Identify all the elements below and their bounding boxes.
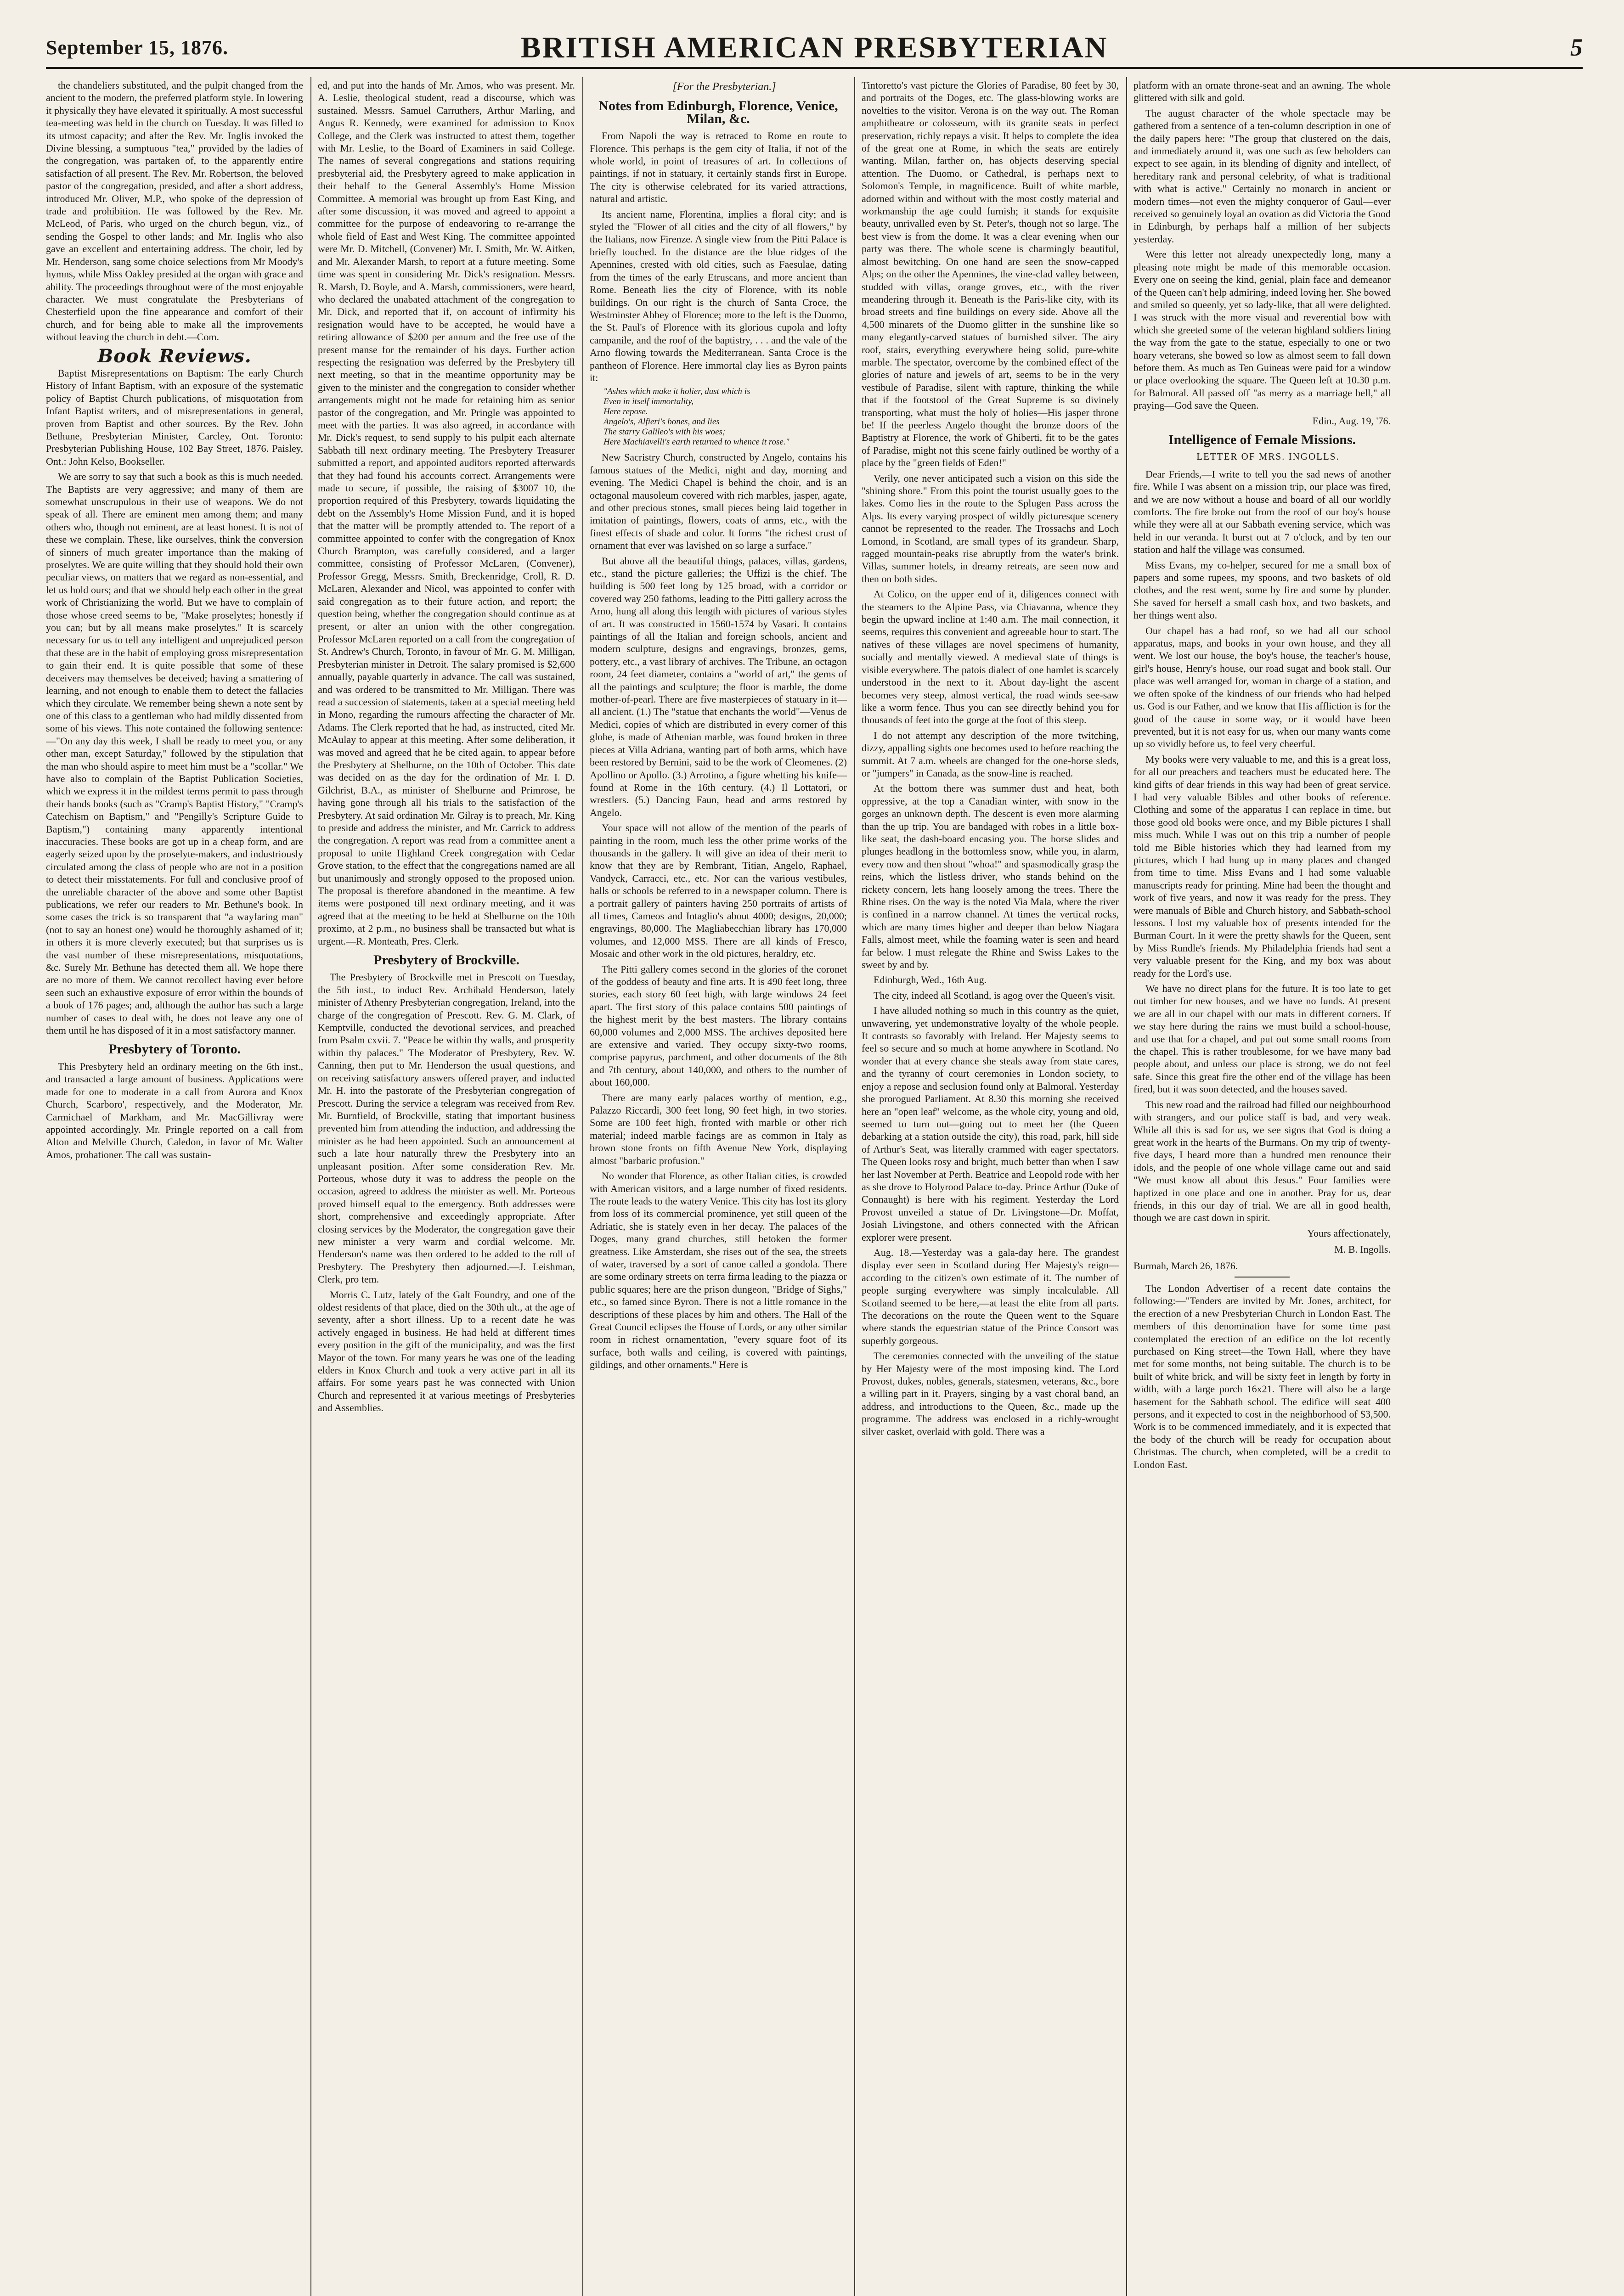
paragraph: Baptist Misrepresentations on Baptism: The early Church History of Infant Baptism, with an exposure of the systematic policy of Baptist Church publications, of misquotation from Infant Baptist writers, and of misrepresentations in general, proven from Baptist and other sources. By the Rev. John Bethune, Presbyterian Minister, Carcley, Ont. Toronto: Presbyterian Publishing House, 102 Bay Street, 1876. Paisley, Ont.: John Kelso, Bookseller. [46,367,303,467]
column-4 [862,79,1119,2296]
column-1 [46,79,303,2296]
paragraph: This new road and the railroad had filled our neighbourhood with strangers, and our police staff is bad, and very weak. While all this is sad for us, we see signs that God is doing a great work in the hearts of the Burmans. On my trip of twenty-five days, I heard more than a hundred men renounce their idols, and the people of one whole village came out and said "We must know all about this Jesus." Four families were baptized in one place and one in another. Pray for us, dear friends, in this our day of trial. We are all in good health, though we are cast down in spirit. [1133,1098,1391,1224]
paragraph: Aug. 18.—Yesterday was a gala-day here. The grandest display ever seen in Scotland during Her Majesty's reign—according to the citizen's own estimate of it. The number of people surging everywhere was simply incalculable. All Scotland seemed to be here,—at least the elite from all parts. The decorations on the route the Queen went to the Square where stands the equestrian statue of the Prince Consort was superbly gorgeous. [862,1246,1119,1346]
paragraph: I do not attempt any description of the more twitching, dizzy, appalling sights one becomes used to before reaching the summit. At 7 a.m. wheels are changed for the one-horse sleds, or "jumpers" in Canada, as the snow-line is reached. [862,729,1119,779]
paragraph: Your space will not allow of the mention of the pearls of painting in the room, much less the other prime works of the thousands in the gallery. It will give an idea of their merit to know that they are by Rembrant, Titian, Angelo, Raphael, Vandyck, Carracci, etc., etc. Nor can the various vestibules, halls or schools be referred to in a newspaper column. There is a portrait gallery of painters having 250 portraits of artists of all times, Cameos and Intaglio's about 4000; designs, 20,000; engravings, 80,000. The Magliabecchian library has 170,000 volumes, and 12,000 MSS. There are all kinds of Fresco, Mosaic and other work in the old pictures, heraldry, etc. [590,822,847,960]
verse-quote: "Ashes which make it holier, dust which is Even in itself immortality, Here repose. Angelo's, Alfieri's bones, and lies The starry Galileo's with his woes; Here Machiavelli's earth returned to whence it rose." [603,387,789,447]
column-5 [1133,79,1391,2296]
paragraph: The Presbytery of Brockville met in Prescott on Tuesday, the 5th inst., to induct Rev. Archibald Henderson, lately minister of Athenry Presbyterian congregation, Ireland, into the charge of the congregation of Prescott. Rev. G. M. Clark, of Kemptville, conducted the devotional services, and preached from Psalm cxvii. 7. "Peace be within thy walls, and prosperity within thy palaces." The Moderator of Presbytery, Rev. W. Canning, then put to Mr. Henderson the usual questions, and on receiving satisfactory answers offered prayer, and inducted Mr. H. into the pastorate of the Presbyterian congregation of Prescott. During the service a telegram was received from Rev. Mr. Burnfield, of Brockville, stating that important business prevented him from attending the induction, and addressing the minister as he had been appointed. Such an announcement at such a late hour naturally threw the Presbytery into an unpleasant position. After some consideration Rev. Mr. Porteous, whose duty it was to address the people on the occasion, agreed to address the minister as well. Mr. Porteous proved himself equal to the emergency. Both addresses were short, comprehensive and exceedingly appropriate. After closing services by the Moderator, the congregation gave their new minister a very warm and cordial welcome. Mr. Henderson's name was then ordered to be added to the roll of Presbytery. The Presbytery then adjourned.—J. Leishman, Clerk, pro tem. [318,971,575,1285]
paragraph: The Pitti gallery comes second in the glories of the coronet of the goddess of beauty and fine arts. It is 490 feet long, three stories, each story 60 feet high, with large windows 24 feet apart. The first story of this palace contains 500 paintings of the highest merit by the best masters. The library contains 60,000 volumes and 2,000 MSS. The archives deposited here are extensive and varied. They occupy sixty-two rooms, comprise papyrus, parchment, and other documents of the 8th and 7th century, about 140,000, and others to the number of about 160,000. [590,963,847,1088]
column-divider [854,77,855,2296]
paragraph: The city, indeed all Scotland, is agog over the Queen's visit. [874,989,1116,1001]
article-heading: Presbytery of Toronto. [108,1041,241,1057]
column-divider [1126,77,1127,2296]
paragraph: the chandeliers substituted, and the pulpit changed from the ancient to the modern, the preferred platform style. In lowering it physically they have elevated it spiritually. A most successful tea-meeting was held in the church on Tuesday. It was filled to its utmost capacity; and after the Rev. Mr. Inglis invoked the Divine blessing, a sumptuous "tea," provided by the ladies of the congregation, was partaken of, to the apparently entire satisfaction of all present. The Rev. Mr. Robertson, the beloved pastor of the congregation, presided, and after a short address, introduced Mr. Oliver, M.P., who spoke of the depression of trade and prohibition. He was followed by the Rev. Mr. McLeod, of Paris, who urged on the church begun, viz., of sending the Gospel to other lands; and Mr. Inglis who also gave an excellent and entertaining address. The choir, led by Mr. Henderson, sang some choice selections from Mr Moody's hymns, while Miss Oakley presided at the organ with grace and ability. The proceedings throughout were of the most enjoyable character. We must congratulate the Presbyterians of Chesterfield upon the fine appearance and comfort of their church, and for being able to make all the improvements without leaving the church in debt.—Com. [46,79,303,343]
paragraph: But above all the beautiful things, palaces, villas, gardens, etc., stand the picture galleries; the Uffizi is the chief. The building is 500 feet long by 125 broad, with a corridor or covered way 250 fathoms, leading to the Pitti gallery across the Arno, hung all along this length with pictures of various styles of art. It was constructed in 1560-1574 by Vasari. It contains paintings of all the Italian and foreign schools, ancient and modern sculpture, designs and engravings, bronzes, gems, pottery, etc., a vast library of archives. The Tribune, an octagon room, 24 feet diameter, contains a "world of art," the gems of all the paintings and sculpture; the floor is marble, the dome mother-of-pearl. There are five masterpieces of statuary in it—all ancient. (1.) The "statue that enchants the world"—Venus de Medici, copies of which are distributed in every corner of this globe, is made of Athenian marble, was found broken in three pieces at Villa Adriana, wanting part of both arms, which have been restored by Bernini, said to be the work of Cleomenes. (2) Apollino or Apollo. (3.) Arrotino, a figure whetting his knife—found at Rome in the 16th century. (4.) Il Lottatori, or wrestlers. (5.) Dancing Faun, head and arms restored by Angelo. [590,555,847,818]
paragraph: This Presbytery held an ordinary meeting on the 6th inst., and transacted a large amount of business. Applications were made for one to moderate in a call from Aurora and Knox Church, Scarboro', respectively, and the Moderator, Mr. Carmichael of Markham, and Mr. MacGillivray were appointed accordingly. Mr. Pringle reported on a call from Alton and Melville Church, Caledon, in favor of Mr. Walter Amos, probationer. The call was sustain- [46,1060,303,1160]
paragraph: Our chapel has a bad roof, so we had all our school apparatus, maps, and books in your own house, and they all went. We lost our house, the boy's house, the teacher's house, girl's house, Henry's house, our road sugat and book stall. Our place was well arranged for, woman in charge of a station, and we often spoke of the kindness of our friends who had helped us. God is our Father, and we know that His affliction is for the good of the cause in some way, or it would have been prevented, but it is not easy for us, when our many wants come up so vividly before us, to feel very cheerful. [1133,625,1391,750]
article-heading: Notes from Edinburgh, Florence, Venice, Milan, &c. [598,98,838,126]
column-3 [590,79,847,2296]
paragraph: Tintoretto's vast picture the Glories of Paradise, 80 feet by 30, and portraits of the Doges, etc. The glass-blowing works are novelties to the visitor. Verona is on the way out. The Roman amphitheatre or colosseum, with its granite seats in perfect preservation, richly repays a visit. It helps to complete the idea of the great one at Rome, in which the seats are entirely wanting. Milan, farther on, has objects deserving special attention. The Duomo, or Cathedral, is perhaps next to Solomon's Temple, in magnificence. Built of white marble, adorned within and without with the most costly material and workmanship the age could furnish; it stands for exquisite beauty, unrivalled even by St. Peter's, though not so large. The best view is from the dome. It was a clear evening when our party was there. The whole scene is charmingly beautiful, almost bewitching. On one hand are seen the snow-capped Alps; on the other the Apennines, the vine-clad valley between, studded with villas, orange groves, etc., with the river meandering through it. Beneath is the Paris-like city, with its broad streets and fine buildings on every side. Above all the 4,500 minarets of the Duomo glitter in the sunshine like so many elegantly-carved statues of burnished silver. The airy roof, stairs, everything everywhere being solid, pure-white marble. The spectator, overcome by the combined effect of the glories of nature and jewels of art, seems to be in the very vestibule of Paradise, silent with rapture, thinking the while that if the footstool of the Great Supreme is so divinely transporting, what must the holy of holies—His jasper throne be! If the peerless Angelo thought the bronze doors of the Baptistry at Florence, the work of Ghiberti, fit to be the gates of Paradise, might not this scene fairly outlined be worthy of a place by the "green fields of Eden!" [862,79,1119,469]
paragraph: The august character of the whole spectacle may be gathered from a sentence of a ten-column description in one of the daily papers here: "The group that clustered on the dais, and immediately around it, was one such as few beholders can expect to see again, in its blending of dignity and intellect, of hereditary rank and personal celebrity, of what is traditional with what is active." Certainly no monarch in ancient or modern times—not even the mighty conqueror of Gaul—ever received so genuinely loyal an ovation as did Victoria the Good in Edinburgh, by perhaps half a million of her subjects yesterday. [1133,107,1391,245]
article-kicker: [For the Presbyterian.] [672,81,776,93]
paragraph: ed, and put into the hands of Mr. Amos, who was present. Mr. A. Leslie, theological student, read a discourse, which was sustained. Messrs. Samuel Carruthers, Arthur Marling, and Angus R. Kennedy, were examined for admission to Knox College, and the Clerk was instructed to attest them, together with Mr. Leslie, to the Board of Examiners in said College. The names of several congregations and stations requiring presbyterial aid, the Presbytery agreed to make application in their behalf to the General Assembly's Home Mission Committee. A memorial was brought up from East King, and after some discussion, it was moved and agreed to appoint a committee for the purpose of endeavoring to re-arrange the whole field of East and West King. The committee appointed were Mr. D. Mitchell, (Convener) Mr. I. Smith, Mr. W. Aitken, and Mr. Alexander Marsh, to report at a future meeting. Some time was spent in considering Mr. Dick's resignation. Messrs. R. Marsh, D. Boyle, and A. Marsh, commissioners, were heard, who declared the unabated attachment of the congregation to Mr. Dick, and reported that if, on account of infirmity his resignation would have to be accepted, he would have a retiring allowance of $200 per annum and the free use of the present manse for the remainder of his days. Further action respecting the resignation was deferred by the Presbytery till next meeting, so that in the meantime opportunity may be given to the minister and the congregation to consider whether arrangements might not be made for retaining him as senior pastor of the congregation, and Mr. Pringle was appointed to meet with the parties. It was also agreed, in accordance with Mr. Dick's request, to send supply to his pulpit each alternate Sabbath till next ordinary meeting. The Presbytery Treasurer submitted a report, and appointed auditors reported afterwards that they had found his accounts correct. Arrangements were made to secure, if possible, the raising of $3007 10, the proportion required of this Presbytery, towards liquidating the debt on the Assembly's Home Mission Fund, and it is hoped that the matter will be promptly attended to. The report of a committee appointed to confer with the congregation of Knox Church Brampton, was carefully considered, and a larger committee, consisting of Professor McLaren, (Convener), Professor Gregg, Messrs. Smith, Breckenridge, Croll, R. D. McLaren, Alexander and Nicol, was appointed to confer with said congregation as to their future action, and report; the question being, whether the congregation should continue as at present, or alter an union with the other congregation. Professor McLaren reported on a call from the congregation of St. Andrew's Church, Toronto, in favour of Mr. G. M. Milligan, Presbyterian minister in Detroit. The salary promised is $2,600 annually, payable quarterly in advance. The call was sustained, and was ordered to be transmitted to Mr. Milligan. There was read a succession of statements, taken at a special meeting held in Mono, regarding the rumours affecting the character of Mr. Adams. The Clerk reported that he had, as instructed, cited Mr. McAulay to appear at this meeting. After some deliberation, it was moved and agreed that he be cited again, to appear before the Presbytery at Shelburne, on the 10th of October. This date was decided on as the day for the ordination of Mr. I. D. Gilchrist, B.A., as minister of Shelburne and Primrose, he having gone through all his trials to the satisfaction of the Presbytery. At said ordination Mr. Gilray is to preach, Mr. King to preside and address the minister, and Mr. Carrick to address the congregation. A report was read from a committee anent a proposal to unite Highland Creek congregation with Cedar Grove station, to the effect that the congregations named are all but unanimously and strongly opposed to the proposed union. The proposal is therefore abandoned in the meantime. A few items were postponed till next ordinary meeting, and it was agreed that at the meeting to be held at Shelburne on the 10th proximo, at 2 p.m., no business shall be transacted but what is urgent.—R. Monteath, Pres. Clerk. [318,79,575,947]
paragraph: Miss Evans, my co-helper, secured for me a small box of papers and some rupees, my spoons, and two baskets of old clothes, and the rest went, some by fire and some by plunder. She saved for herself a small cash box, and two baskets, and her things went also. [1133,559,1391,621]
byline: LETTER OF MRS. INGOLLS. [1196,451,1340,462]
paragraph: Its ancient name, Florentina, implies a floral city; and is styled the "Flower of all cities and the city of all flowers," by the Italians, now Firenze. A single view from the Pitti Palace is briefly touched. In the distance are the blue ridges of the Apennines, crested with old cities, such as Faesulae, dating from the times of the early Etruscans, and more ancient than Rome. Beneath lies the city of Florence, with its noble buildings. On our right is the church of Santa Croce, the Westminster Abbey of Florence; more to the left is the Duomo, the St. Paul's of Florence with its glorious cupola and lofty campanile, and the roof of the baptistry, . . . and the vale of the Arno flowing towards the Mediterranean. Santa Croce is the pantheon of Florence. Here immortal clay lies as Byron paints it: [590,208,847,383]
newspaper-title: BRITISH AMERICAN PRESBYTERIAN [520,31,1108,64]
paragraph: Dear Friends,—I write to tell you the sad news of another fire. While I was absent on a mission trip, our place was fired, and we are now without a house and board of all our worldly comforts. The fire broke out from the roof of our boy's house while they were all at our Sabbath evening service, which was held in our veranda. It burst out at 7 o'clock, and by ten our station and half the village was consumed. [1133,468,1391,556]
masthead-rule [46,67,1583,69]
paragraph: At Colico, on the upper end of it, diligences connect with the steamers to the Alpine Pass, via Chiavanna, whence they begin the upward incline at 1:40 a.m. The mail connection, it seems, requires this convenient and agreeable hour to start. The natives of these villages are novel specimens of humanity, socially and mentally viewed. A medieval state of things is visible everywhere. The patois dialect of one hamlet is scarcely understood in the next to it. About day-light the ascent becomes very steep, almost vertical, the road winds see-saw like a worm fence. Thus you can see directly behind you for thousands of feet into the gorge at the foot of this steep. [862,588,1119,726]
paragraph: Edinburgh, Wed., 16th Aug. [874,974,987,986]
paragraph: From Napoli the way is retraced to Rome en route to Florence. This perhaps is the gem city of Italia, if not of the whole world, in point of treasures of art. In collections of paintings, if not in statuary, it certainly stands first in Europe. The city is otherwise celebrated for its varied attractions, natural and artistic. [590,130,847,205]
paragraph: There are many early palaces worthy of mention, e.g., Palazzo Riccardi, 300 feet long, 90 feet high, in two stories. Some are 100 feet high, fronted with marble or other rich material; indeed marble facings are as common in Italy as brown stone fronts on fifth Avenue New York, displaying almost "barbaric profusion." [590,1092,847,1166]
paragraph: Were this letter not already unexpectedly long, many a pleasing note might be made of this memorable occasion. Every one on seeing the kind, genial, plain face and demeanor of the Queen can't help admiring, indeed loving her. She bowed and smiled so queenly, yet so lady-like, that all were delighted. I was struck with the more visual and reverential bow with which she greeted some of the veteran highland soldiers lining the way from the gate to the statue, especially to one or two hoary veterans, she bowed so low as almost seem to fall down before them. As much as Ten Guineas were paid for a window or place overlooking the square. The Queen left at 10.30 p.m. for Balmoral. All passed off "as merry as a marriage bell," all praying—God save the Queen. [1133,248,1391,411]
paragraph: New Sacristry Church, constructed by Angelo, contains his famous statues of the Medici, night and day, morning and evening. The Medici Chapel is behind the choir, and is an octagonal mausoleum covered with rich marbles, jasper, agate, and other precious stones, small pieces being laid together in imitation of paintings, flowers, coats of arms, etc., with the finest effects of shade and color. It forms "the richest crust of ornament that ever was lavished on so large a surface." [590,451,847,551]
masthead [46,27,1583,69]
paragraph: The London Advertiser of a recent date contains the following:—"Tenders are invited by Mr. Jones, architect, for the erection of a new Presbyterian Church in London East. The members of this denomination have for some time past contemplated the erection of an edifice on the lot recently purchased on King street—the Town Hall, where they have met for some months, not being suitable. The church is to be built of white brick, and will be sixty feet in length by forty in width, with a large porch 16x21. There will also be a large basement for the Sabbath school. The edifice will seat 400 persons, and it expected to cost in the neighborhood of $3,500. Work is to be commenced immediately, and it is expected that the body of the church will be ready for occupation about Christmas. The church, when completed, will be a credit to London East. [1133,1282,1391,1470]
section-heading: Book Reviews. [97,345,252,367]
article-heading: Presbytery of Brockville. [373,952,519,968]
paragraph: Burmah, March 26, 1876. [1133,1260,1238,1272]
issue-date: September 15, 1876. [46,36,229,59]
paragraph: At the bottom there was summer dust and heat, both oppressive, at the top a Canadian winter, with snow in the gorges an unknown depth. The descent is even more alarming than the up trip. You are bandaged with robes in a little box-like seat, the dash-board encasing you. The horse slides and plunges headlong in the bottomless snow, while you, in alarm, every now and then shout "whoa!" and spasmodically grasp the reins, which the listless driver, who stands behind on the rickety concern, lets hang loosely among the trees. There the Rhine rises. On the way is the noted Via Mala, where the river is confined in a narrow channel. At times the vertical rocks, which are many times higher and deeper than below Niagara Falls, almost meet, while the foaming water is seen and heard far below. I must relegate the Rhine and Swiss Lakes to the sweet by and by. [862,782,1119,971]
page-number: 5 [1570,34,1583,61]
paragraph: No wonder that Florence, as other Italian cities, is crowded with American visitors, and a large number of fixed residents. The route leads to the watery Venice. This city has lost its glory from loss of its commercial prominence, yet still queen of the Adriatic, she is stately even in her decay. The palaces of the Doges, many grand churches, still betoken the former greatness. Like Amsterdam, she rises out of the sea, the streets of water, traversed by a sort of canoe called a gondola. There are some ordinary streets on terra firma leading to the piazza or public squares; here are the prison dungeon, "Bridge of Sighs," etc., so famed since Byron. There is not a little romance in the descriptions of these places by him and others. The Hall of the Great Council eclipses the House of Lords, or any other similar room in richest ornamentation, "every square foot of its surface, both walls and ceiling, is covered with paintings, gildings, and other ornaments." Here is [590,1170,847,1371]
column-2 [318,79,575,2296]
column-divider [582,77,583,2296]
article-heading: Intelligence of Female Missions. [1168,432,1356,447]
paragraph: We have no direct plans for the future. It is too late to get out timber for new houses, and we have no funds. At present we are all in our chapel with our mats in different corners. If we stay here during the rains we must build a school-house, and use that for a chapel, and put out some small rooms from the chapel. This is rather troublesome, for we have many bad people about, and unless our place is strong, we do not feel safe. Since this great fire the other end of the village has been fired, but it was soon detected, and the houses saved. [1133,983,1391,1095]
paragraph: I have alluded nothing so much in this country as the quiet, unwavering, yet undemonstrative loyalty of the whole people. It contrasts so favorably with Ireland. Her Majesty seems to feel so secure and so much at home anywhere in Scotland. No wonder that at every chance she steals away from state cares, and the tyranny of court ceremonies in London society, to enjoy a repose and seclusion found only at Balmoral. Yesterday she prorogued Parliament. At 8.30 this morning she received here an "open leaf" welcome, as the whole city, young and old, seemed to turn out—going out to meet her (the Queen debarking at a station outside the city), this road, park, hill side of Arthur's Seat, was literally crammed with eager spectators. The Queen looks rosy and bright, much better than when I saw her last November at Perth. Beatrice and Leopold rode with her as she drove to Holyrood Palace to-day. Prince Arthur (Duke of Connaught) is here with his regiment. Yesterday the Lord Provost unveiled a statue of Dr. Livingstone—Dr. Moffat, Josiah Livingstone, and others connected with the African explorer were present. [862,1005,1119,1243]
paragraph: My books were very valuable to me, and this is a great loss, for all our preachers and teachers must be educated here. The kind gifts of dear friends in this way had been of great service. I had very valuable Bibles and other books of reference. Clothing and some of the apparatus I can replace in time, but those good old books were once, and my Bible pictures I shall miss much. While I was out on this trip a number of people told me Bible histories which they had learned from my pictures, which I had hung up in many places and changed from time to time. Miss Evans and I had some valuable manuscripts ready for printing. Mine had been the thought and work of five years, and now it was ready for the press. They were manuals of Bible and Church history, and Sabbath-school lessons. I lost my valuable box of presents intended for the Burman Court. In it were the pretty shawls for the Queen, sent by Miss Rundle's friends. My Philadelphia friends had sent a very valuable present for the King, and my box was about ready for the Lord's use. [1133,753,1391,979]
paragraph: Verily, one never anticipated such a vision on this side the "shining shore." From this point the tourist usually goes to the lakes. Como lies in the route to the Splugen Pass across the Alps. Its every varying prospect of wildly picturesque scenery cannot be represented to the reader. The Trossachs and Loch Lomond, in Scotland, are small types of its grandeur. Sharp, ragged mountain-peaks rise abruptly from the water's brink. Villas, summer hotels, in dreamy retreats, are seen now and then on both sides. [862,472,1119,585]
paragraph: We are sorry to say that such a book as this is much needed. The Baptists are very aggressive; and many of them are somewhat unscrupulous in their use of weapons. We do not speak of all. There are eminent men among them; and many others who, though not eminent, are at least honest. It is not of these we complain. These, like ourselves, think the conversion of sinners of much greater importance than the making of proselytes. We are quite willing that they should hold their own peculiar views, on matters that we regard as non-essential, and let us hold ours; and that we should help each other in the great work of Christianizing the world. But we have to complain of those whose creed seems to be, "Make proselytes; honestly if you can; but by all means make proselytes." It is scarcely necessary for us to tell any intelligent and unprejudiced person that these are in the habit of employing gross misrepresentation to gain their end. It is quite possible that some of these deceivers may themselves be deceived; having a smattering of learning, and not enough to enable them to detect the fallacies which they circulate. We remember being shewn a note sent by one of this class to a gentleman who had mildly dissented from some of his views. This note contained the following sentence:—"On any day this week, I shall be ready to meet you, or any other man, except Saturday," followed by the stipulation that the man who should aspire to meet him must be a "scollar." We have also to complain of the Baptist Publication Societies, which we express it in the mildest terms permit to pass through their hands books (such as "Cramp's Baptist History," "Cramp's Catechism on Baptism," and "Pengilly's Scripture Guide to Baptism,") containing many apparently intentional inaccuracies. These books are got up in a cheap form, and are eagerly seized upon by the proselyte-makers, and industriously circulated among the class of people who are not in a position to detect their misstatements. For full and conclusive proof of the unreliable character of the above and some other Baptist publications, we refer our readers to Mr. Bethune's book. In some cases the trick is so transparent that "a wayfaring man" (not to say an honest one) would be thoroughly ashamed of it; in others it is more cleverly executed; but that surprises us is the vast number of these misrepresentations, misquotations, &c. Surely Mr. Bethune has detected them all. We hope there are no more of them. We cannot recollect having ever before seen such an exhaustive exposure of error within the bounds of a book of 176 pages; and, although the author has such a large number of cases to deal with, he does not leave any one of them until he has disposed of it in a most satisfactory manner. [46,471,303,1036]
paragraph: The ceremonies connected with the unveiling of the statue by Her Majesty were of the most imposing kind. The Lord Provost, dukes, nobles, generals, statesmen, veterans, &c., bore a willing part in it. Prayers, singing by a vast choral band, an address, and introductions to the Queen, &c., made up the programme. The address was enclosed in a richly-wrought silver casket, overlaid with gold. There was a [862,1350,1119,1437]
signature: Edin., Aug. 19, '76. [1312,415,1391,427]
signature: Yours affectionately, [1307,1227,1391,1239]
paragraph: platform with an ornate throne-seat and an awning. The whole glittered with silk and gold. [1133,79,1391,104]
column-divider [310,77,311,2296]
signature: M. B. Ingolls. [1334,1244,1391,1255]
paragraph: Morris C. Lutz, lately of the Galt Foundry, and one of the oldest residents of that place, died on the 30th ult., at the age of seventy, after a short illness. Up to a recent date he was actively engaged in business. He had held at different times every position in the gift of the municipality, and was the first Mayor of the town. For many years he was one of the leading elders in Knox Church and took a very active part in all its affairs. For some years past he was connected with Union Church and represented it at various meetings of Presbyteries and Assemblies. [318,1289,575,1414]
